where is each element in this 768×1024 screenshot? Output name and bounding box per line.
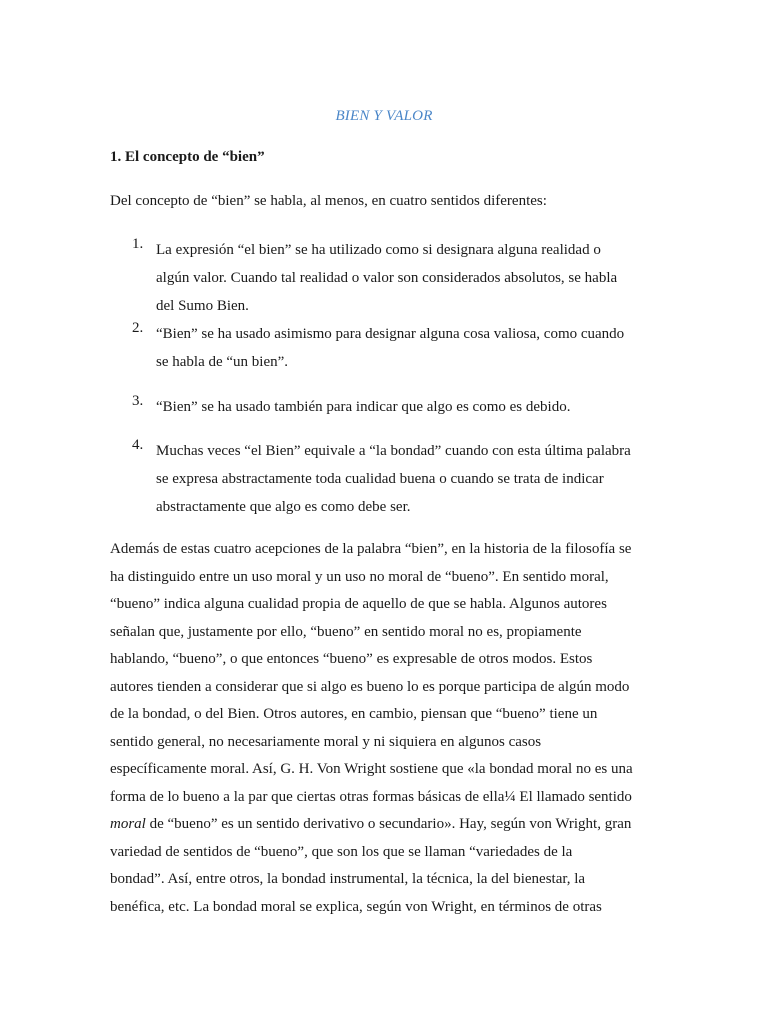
list-item-text [156, 236, 676, 320]
section-heading: 1. El concepto de “bien” [110, 149, 265, 165]
list-item-number: 1. [132, 236, 144, 252]
list-item-number: 2. [132, 320, 144, 336]
list-item-text [156, 437, 676, 521]
paragraph-line: específicamente moral. Así, G. H. Von Wright sostiene que «la bondad moral no es una [110, 761, 633, 777]
list-item-line: La expresión “el bien” se ha utilizado como si designara alguna realidad o [156, 242, 601, 258]
list-item-line: “Bien” se ha usado asimismo para designar alguna cosa valiosa, como cuando [156, 326, 625, 342]
list-item-text [156, 320, 676, 376]
intro-sentence: Del concepto de “bien” se habla, al menos, en cuatro sentidos diferentes: [110, 193, 547, 209]
paragraph-line: variedad de sentidos de “bueno”, que son los que se llaman “variedades de la [110, 843, 573, 860]
paragraph-line: de la bondad, o del Bien. Otros autores, en cambio, piensan que “bueno” tiene un [110, 706, 598, 722]
paragraph-line: forma de lo bueno a la par que ciertas otras formas básicas de ella¼ El llamado sentido [110, 788, 632, 805]
paragraph-line: ha distinguido entre un uso moral y un uso no moral de “bueno”. En sentido moral, [110, 568, 609, 585]
list-item-line: Muchas veces “el Bien” equivale a “la bondad” cuando con esta última palabra [156, 443, 631, 459]
list-item-number: 3. [132, 393, 144, 409]
paragraph-line-rest: de “bueno” es un sentido derivativo o secundario». Hay, según von Wright, gran [145, 816, 632, 832]
list-item-text [156, 393, 676, 421]
list-item-number: 4. [132, 437, 144, 453]
paragraph-line [110, 811, 662, 839]
list-item-line: algún valor. Cuando tal realidad o valor son considerados absolutos, se habla [156, 270, 618, 286]
document-title: BIEN Y VALOR [335, 108, 433, 124]
paragraph-line: “bueno” indica alguna cualidad propia de aquello de que se habla. Algunos autores [110, 596, 607, 612]
italic-word: moral [110, 816, 146, 832]
paragraph-line: autores tienden a considerar que si algo es bueno lo es porque participa de algún modo [110, 678, 630, 695]
list-item-line: del Sumo Bien. [156, 298, 249, 314]
list-item-line: “Bien” se ha usado también para indicar que algo es como es debido. [156, 399, 571, 415]
body-paragraph [110, 536, 662, 921]
list-item-line: se expresa abstractamente toda cualidad buena o cuando se trata de indicar [156, 471, 604, 487]
paragraph-line: Además de estas cuatro acepciones de la palabra “bien”, en la historia de la filosofía se [110, 541, 632, 557]
paragraph-line: sentido general, no necesariamente moral y ni siquiera en algunos casos [110, 733, 542, 750]
paragraph-line: señalan que, justamente por ello, “bueno” en sentido moral no es, propiamente [110, 623, 582, 640]
paragraph-line: hablando, “bueno”, o que entonces “bueno” es expresable de otros modos. Estos [110, 651, 593, 667]
list-item-line: se habla de “un bien”. [156, 354, 289, 370]
list-item-line: abstractamente que algo es como debe ser. [156, 499, 411, 515]
paragraph-line: bondad”. Así, entre otros, la bondad instrumental, la técnica, la del bienestar, la [110, 871, 586, 887]
paragraph-line: benéfica, etc. La bondad moral se explica, según von Wright, en términos de otras [110, 898, 602, 915]
